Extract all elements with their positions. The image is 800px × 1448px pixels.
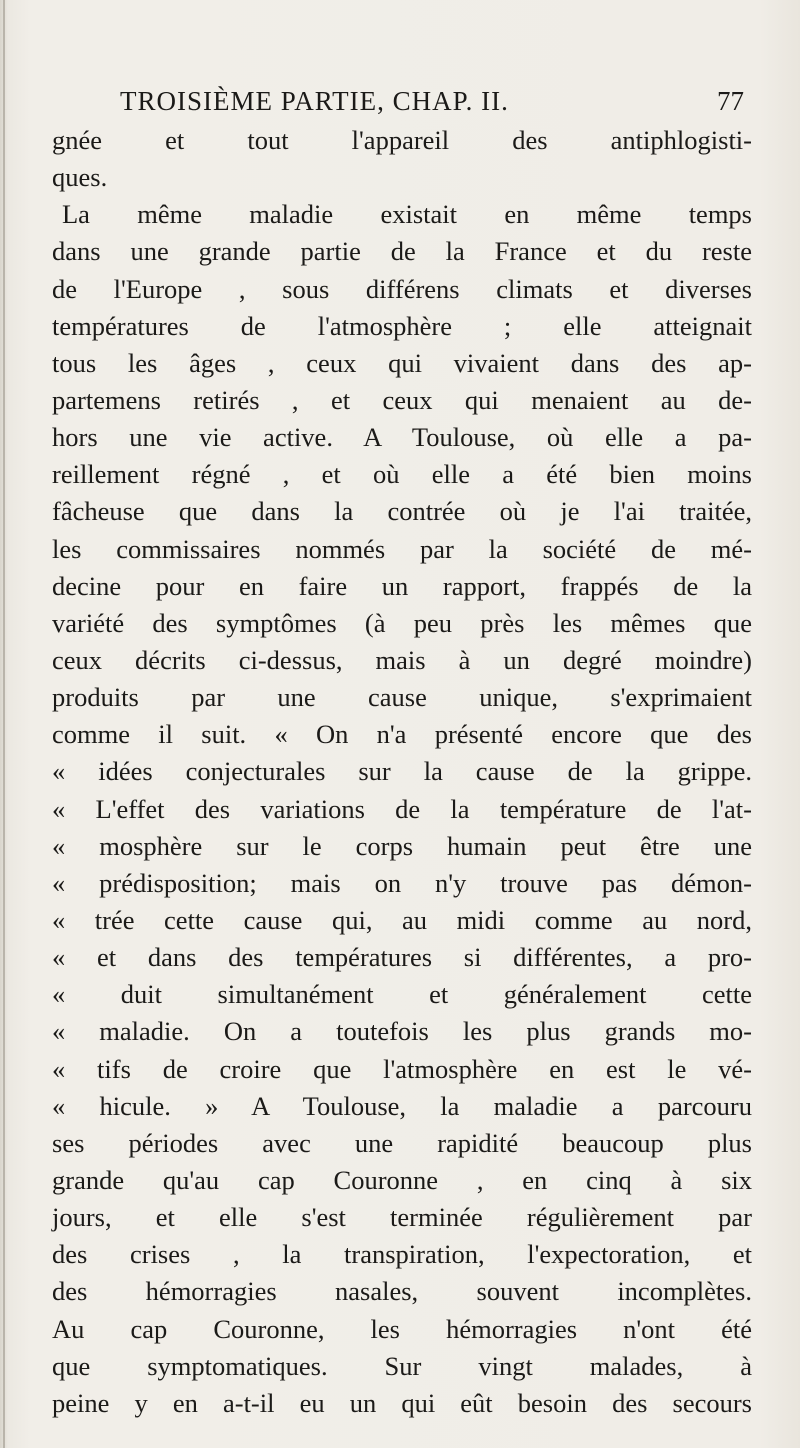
text-line: des hémorragies nasales, souvent incomplètes. [52, 1276, 752, 1307]
text-line: grande qu'au cap Couronne , en cinq à six [52, 1164, 752, 1195]
text-line: partemens retirés , et ceux qui menaient au de- [52, 384, 752, 415]
text-line: « tifs de croire que l'atmosphère en est le vé- [52, 1053, 752, 1084]
page-header [120, 86, 760, 122]
text-line: Au cap Couronne, les hémorragies n'ont été [52, 1313, 752, 1344]
text-line: peine y en a-t-il eu un qui eût besoin des secours [52, 1387, 752, 1418]
text-line: fâcheuse que dans la contrée où je l'ai traitée, [52, 496, 752, 527]
text-line: « L'effet des variations de la température de l'at- [52, 793, 752, 824]
text-line: comme il suit. « On n'a présenté encore que des [52, 719, 752, 750]
page-gutter-edge [3, 0, 5, 1448]
text-line: « duit simultanément et généralement cette [52, 979, 752, 1010]
text-line: La même maladie existait en même temps [62, 199, 752, 230]
text-line: hors une vie active. A Toulouse, où elle a pa- [52, 422, 752, 453]
text-line: gnée et tout l'appareil des antiphlogisti- [52, 125, 752, 155]
text-line: jours, et elle s'est terminée régulièrement par [52, 1202, 752, 1233]
text-line: reillement régné , et où elle a été bien moins [52, 459, 752, 490]
text-line: decine pour en faire un rapport, frappés de la [52, 570, 752, 601]
text-line: « hicule. » A Toulouse, la maladie a parcouru [52, 1090, 752, 1121]
page-number: 77 [717, 86, 744, 116]
text-line: températures de l'atmosphère ; elle atteignait [52, 310, 752, 341]
text-line: de l'Europe , sous différens climats et diverses [52, 273, 752, 304]
text-line: ceux décrits ci-dessus, mais à un degré moindre) [52, 644, 752, 675]
text-line: produits par une cause unique, s'exprimaient [52, 682, 752, 713]
text-line: les commissaires nommés par la société de mé- [52, 533, 752, 564]
text-line: que symptomatiques. Sur vingt malades, à [52, 1350, 752, 1381]
text-line: « trée cette cause qui, au midi comme au nord, [52, 904, 752, 935]
text-line: « et dans des températures si différentes, a pro- [52, 942, 752, 973]
text-line: des crises , la transpiration, l'expectoration, et [52, 1239, 752, 1270]
text-line: « maladie. On a toutefois les plus grands mo- [52, 1016, 752, 1047]
text-line: ses périodes avec une rapidité beaucoup plus [52, 1127, 752, 1158]
text-line: « mosphère sur le corps humain peut être une [52, 830, 752, 861]
text-line: « prédisposition; mais on n'y trouve pas démon- [52, 867, 752, 898]
running-title: TROISIÈME PARTIE, CHAP. II. [120, 86, 509, 116]
text-line: tous les âges , ceux qui vivaient dans des ap- [52, 347, 752, 378]
text-line: « idées conjecturales sur la cause de la grippe. [52, 756, 752, 787]
body-text [52, 122, 752, 1422]
text-line: ques. [52, 162, 108, 193]
text-line: dans une grande partie de la France et du reste [52, 236, 752, 267]
text-line: variété des symptômes (à peu près les mêmes que [52, 607, 752, 638]
